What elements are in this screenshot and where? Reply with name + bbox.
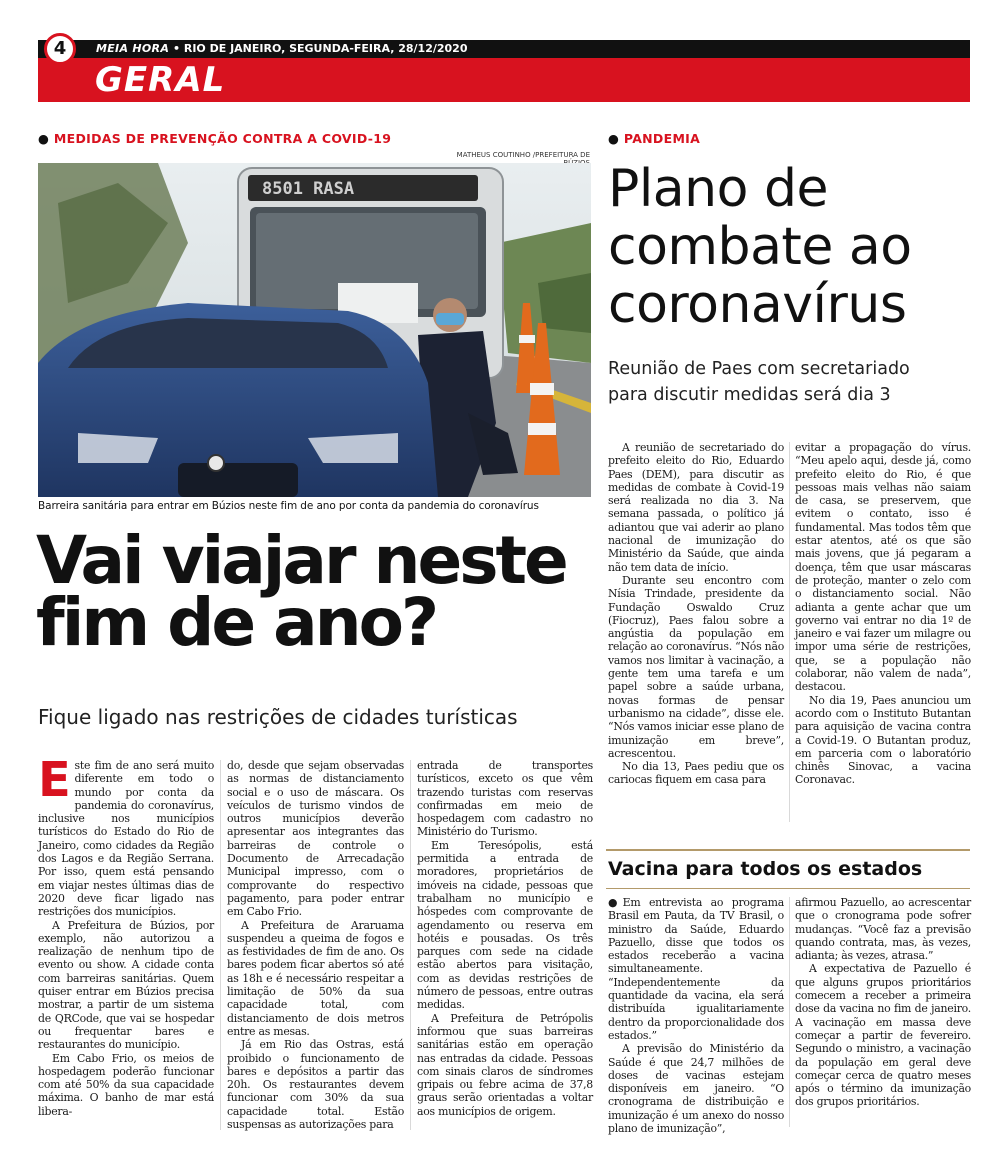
photo-credit: MATHEUS COUTINHO /PREFEITURA DE [456, 151, 590, 159]
masthead-separator: • [172, 42, 184, 55]
left-kicker-text: MEDIDAS DE PREVENÇÃO CONTRA A COVID-19 [53, 131, 392, 146]
paragraph: No dia 19, Paes anunciou um acordo com o Instituto Butantan para aquisição de vacina contra a Covid-19. O Butantan produz, em parceria com o laboratório chinês Sinovac, a vacina Coronavac. [795, 693, 971, 787]
box-column-1 [608, 896, 784, 1135]
box-column-2 [795, 896, 971, 1109]
left-story-column-1 [38, 752, 214, 1118]
right-headline-line-1: Plano de [608, 159, 828, 219]
paragraph: ste fim de ano será muito diferente em todo o mundo por conta da pandemia do coronavírus, inclusive nos municípios turísticos do Estado do Rio de Janeiro, como cidades da Região dos Lagos e da Região Serrana. Por isso, quem está pensando em viajar nestes últimas dias de 2020 deve ficar ligado nas restrições dos municípios. [38, 759, 214, 919]
left-subheadline: Fique ligado nas restrições de cidades turísticas [38, 705, 518, 729]
paragraph: A Prefeitura de Búzios, por exemplo, não autorizou a realização de nenhum tipo de evento ou show. A cidade conta com barreiras sanitárias. Quem quiser entrar em Búzios precisa mostrar, a partir de um sistema de QRCode, que vai se hospedar ou frequentar bares e restaurantes do município. [38, 918, 214, 1052]
paragraph: Em Teresópolis, está permitida a entrada de moradores, proprietários de imóveis na cidade, pessoas que trabalham no município e hóspedes com comprovante de agendamento ou reserva em hotéis e pousadas. Os três parques com sede na cidade estão abertos para visitação, com as devidas restrições de número de pessoas, entre outras medidas. [417, 838, 593, 1012]
left-kicker [38, 131, 391, 146]
left-story-column-2 [227, 759, 404, 1131]
bullet-icon: ● [608, 131, 620, 146]
right-story-column-1 [608, 441, 784, 787]
news-photo [38, 163, 591, 497]
paragraph: entrada de transportes turísticos, exceto os que vêm trazendo turistas com reservas confirmadas em meio de hospedagem com cadastro no Ministério do Turismo. [417, 759, 593, 839]
box-title: Vacina para todos os estados [608, 858, 923, 880]
bus-sign: 8501 RASA [262, 179, 355, 199]
paragraph: afirmou Pazuello, ao acrescentar que o cronograma pode sofrer mudanças. “Você faz a previsão quando contrata, mas, às vezes, adianta; às vezes, atrasa.” [795, 896, 971, 963]
photo-illustration [38, 163, 591, 497]
column-divider [410, 760, 411, 1130]
right-subheadline-line-1: Reunião de Paes com secretariado [608, 359, 910, 379]
paragraph: Já em Rio das Ostras, está proibido o funcionamento de bares e depósitos a partir das 20h. Os restaurantes devem funcionar com 30% da sua capacidade total. Estão suspensas as autorizações para [227, 1038, 404, 1132]
paragraph: do, desde que sejam observadas as normas de distanciamento social e o uso de máscara. Os veículos de turismo vindos de outros municípios deverão apresentar aos integrantes das barreiras de controle o Documento de Arrecadação Municipal impresso, com o comprovante do respectivo pagamento, para poder entrar em Cabo Frio. [227, 759, 404, 919]
paragraph: No dia 13, Paes pediu que os cariocas fiquem em casa para [608, 760, 784, 787]
right-kicker [608, 131, 700, 146]
right-kicker-text: PANDEMIA [623, 131, 701, 146]
right-subheadline-line-2: para discutir medidas será dia 3 [608, 385, 891, 405]
right-headline-line-2: combate ao [608, 217, 912, 277]
column-divider [789, 442, 790, 822]
bullet-icon: ● [38, 131, 50, 146]
paragraph: A expectativa de Pazuello é que alguns grupos prioritários comecem a receber a primeira dose da vacina no fim de janeiro. A vacinação em massa deve começar a partir de fevereiro. Segundo o ministro, a vacinação da população em geral deve começar cerca de quatro meses após o término da imunização dos grupos prioritários. [795, 962, 971, 1109]
left-headline-line-2: fim de ano? [36, 584, 437, 661]
masthead [96, 41, 467, 57]
paragraph: A reunião de secretariado do prefeito eleito do Rio, Eduardo Paes (DEM), para discutir as medidas de combate à Covid-19 será realizada no dia 3. Na semana passada, o político já adiantou que vai aderir ao plano nacional de imunização do Ministério da Saúde, que ainda não tem data de início. [608, 441, 784, 574]
left-headline [36, 522, 596, 661]
paragraph: A Prefeitura de Araruama suspendeu a queima de fogos e as festividades de fim de ano. Os bares podem ficar abertos só até as 18h e é necessário respeitar a limitação de 50% da sua capacidade total, com distanciamento de dois metros entre as mesas. [227, 918, 404, 1038]
right-headline-line-3: coronavírus [608, 275, 907, 335]
left-story-column-3 [417, 759, 593, 1118]
paragraph: evitar a propagação do vírus. “Meu apelo aqui, desde já, como prefeito eleito do Rio, é que pessoas mais velhas não saiam de casa, se preservem, que evitem o contato, isso é fundamental. Mas todos têm que estar atentos, até os que são mais jovens, que já pegaram a doença, têm que usar máscaras de proteção, manter o zelo com o distanciamento social. Não adianta a gente achar que um governo vai entrar no dia 1º de janeiro e vai fazer um milagre ou impor uma série de restrições, que, se a população não colaborar, não valem de nada”, destacou. [795, 441, 971, 694]
paragraph: Em entrevista ao programa Brasil em Pauta, da TV Brasil, o ministro da Saúde, Eduardo Pazuello, disse que todos os estados receberão a vacina simultaneamente. “Independentemente da quantidade da vacina, ela será distribuída igualitariamente dentro da proporcionalidade dos estados.” [608, 896, 784, 1042]
paragraph: Em Cabo Frio, os meios de hospedagem poderão funcionar com até 50% da sua capacidade máxima. O banho de mar está libera- [38, 1051, 214, 1118]
drop-cap: E [38, 752, 71, 808]
right-subheadline [608, 356, 978, 408]
box-title-rule [606, 888, 970, 889]
brand-name: MEIA HORA [96, 42, 170, 55]
paragraph: A previsão do Ministério da Saúde é que 24,7 milhões de doses de vacinas estejam disponíveis em janeiro. “O cronograma de distribuição e imunização é um anexo do nosso plano de imunização”, [608, 1042, 784, 1136]
bullet-icon: ● [608, 896, 623, 909]
page-number: 4 [44, 33, 76, 65]
photo-caption: Barreira sanitária para entrar em Búzios neste fim de ano por conta da pandemia do coronavírus [38, 500, 539, 512]
right-headline [608, 160, 978, 334]
right-story-column-2 [795, 441, 971, 787]
paragraph: Durante seu encontro com Nísia Trindade, presidente da Fundação Oswaldo Cruz (Fiocruz), Paes falou sobre a angústia da população em relação ao coronavírus. “Nós não vamos nos limitar à vacinação, a gente tem uma tarefa e um papel sobre a saúde urbana, novas formas de pensar urbanismo na cidade”, disse ele. “Nós vamos iniciar esse plano de imunização em breve”, acrescentou. [608, 573, 784, 760]
column-divider [789, 897, 790, 1127]
column-divider [220, 760, 221, 1130]
paragraph: A Prefeitura de Petrópolis informou que suas barreiras sanitárias estão em operação nas entradas da cidade. Pessoas com sinais claros de síndromes gripais ou febre acima de 37,8 graus serão orientadas a voltar aos municípios de origem. [417, 1011, 593, 1118]
box-top-rule [606, 849, 970, 851]
dateline: RIO DE JANEIRO, SEGUNDA-FEIRA, 28/12/2020 [183, 42, 468, 55]
section-title: GERAL [95, 60, 226, 100]
left-headline-line-1: Vai viajar neste [36, 522, 566, 599]
